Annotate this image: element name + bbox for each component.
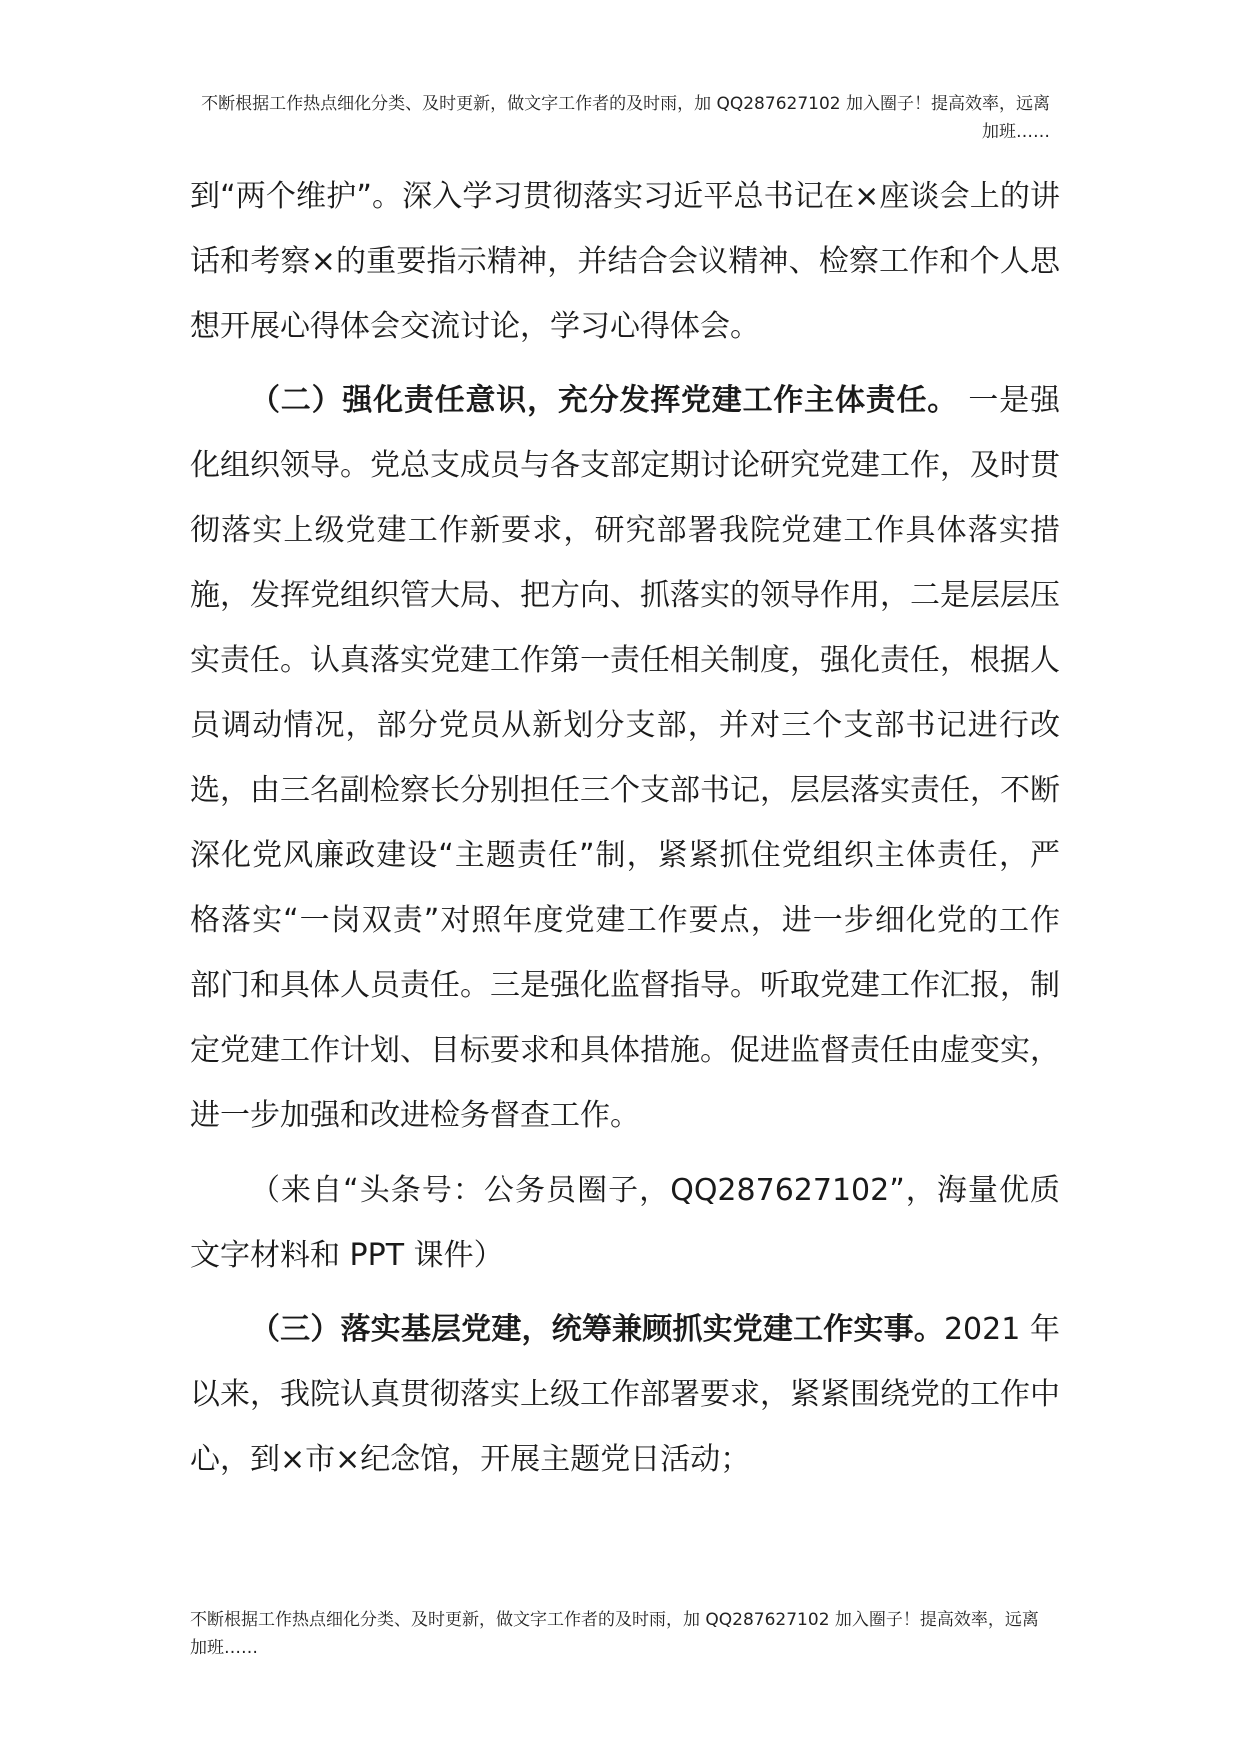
paragraph-1: 到“两个维护”。深入学习贯彻落实习近平总书记在×座谈会上的讲话和考察×的重要指示精神，并结合会议精神、检察工作和个人思想开展心得体会交流讨论，学习心得体会。: [190, 179, 1060, 344]
section-heading-3: （三）落实基层党建，统筹兼顾抓实党建工作实事。: [250, 1312, 944, 1347]
paragraph-3-body: 2021 年以来，我院认真贯彻落实上级工作部署要求，紧紧围绕党的工作中心，到×市×纪念馆，开展主题党日活动；: [190, 1312, 1060, 1477]
source-note: （来自“头条号：公务员圈子，QQ287627102”，海量优质文字材料和 PPT 课件）: [190, 1173, 1060, 1273]
section-heading-2: （二）强化责任意识，充分发挥党建工作主体责任。: [250, 383, 959, 418]
page-footer: 不断根据工作热点细化分类、及时更新，做文字工作者的及时雨，加 QQ287627102 加入圈子！提高效率，远离加班……: [190, 1610, 1039, 1658]
page-header: 不断根据工作热点细化分类、及时更新，做文字工作者的及时雨，加 QQ287627102 加入圈子！提高效率，远离加班……: [201, 94, 1050, 142]
paragraph-3: [190, 1297, 1060, 1492]
paragraph-2-body: 一是强化组织领导。党总支成员与各支部定期讨论研究党建工作，及时贯彻落实上级党建工作新要求，研究部署我院党建工作具体落实措施，发挥党组织管大局、把方向、抓落实的领导作用，二是层层压实责任。认真落实党建工作第一责任相关制度，强化责任，根据人员调动情况，部分党员从新划分支部，并对三个支部书记进行改选，由三名副检察长分别担任三个支部书记，层层落实责任，不断深化党风廉政建设“主题责任”制，紧紧抓住党组织主体责任，严格落实“一岗双责”对照年度党建工作要点，进一步细化党的工作部门和具体人员责任。三是强化监督指导。听取党建工作汇报，制定党建工作计划、目标要求和具体措施。促进监督责任由虚变实，进一步加强和改进检务督查工作。: [190, 383, 1060, 1133]
paragraph-2: [190, 368, 1060, 1148]
document-body: [190, 164, 1060, 1492]
